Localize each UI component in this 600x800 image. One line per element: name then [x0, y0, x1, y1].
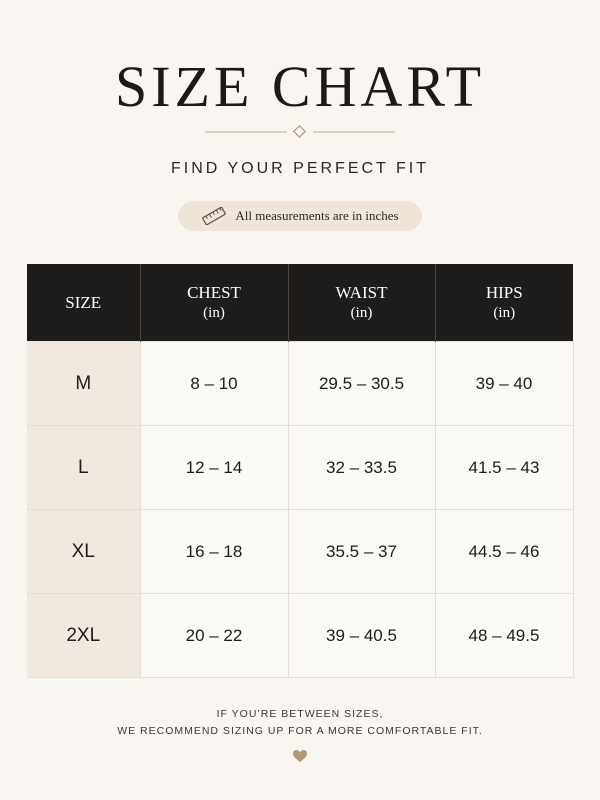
- chest-cell: 20 – 22: [140, 594, 288, 678]
- table-row: [27, 426, 573, 510]
- waist-cell: 39 – 40.5: [288, 594, 435, 678]
- hips-cell: 44.5 – 46: [435, 510, 573, 594]
- heart-icon: [292, 749, 308, 763]
- waist-cell: 32 – 33.5: [288, 426, 435, 510]
- size-cell: 2XL: [27, 594, 140, 678]
- size-cell: XL: [27, 510, 140, 594]
- page-title: SIZE CHART: [114, 54, 486, 119]
- table-row: [27, 594, 573, 678]
- measurement-note: All measurements are in inches: [235, 208, 399, 223]
- chest-cell: 8 – 10: [140, 342, 288, 426]
- waist-cell: 29.5 – 30.5: [288, 342, 435, 426]
- size-cell: L: [27, 426, 140, 510]
- sizing-advice-line: IF YOU’RE BETWEEN SIZES,: [216, 708, 384, 720]
- waist-cell: 35.5 – 37: [288, 510, 435, 594]
- sizing-advice-line: WE RECOMMEND SIZING UP FOR A MORE COMFORTABLE FIT.: [117, 725, 483, 737]
- size-cell: M: [27, 342, 140, 426]
- chest-cell: 16 – 18: [140, 510, 288, 594]
- header-label: WAIST: [335, 282, 388, 302]
- header-hips: [435, 264, 573, 342]
- header-label: CHEST: [187, 282, 241, 302]
- diamond-divider-icon: [205, 125, 395, 139]
- subtitle: FIND YOUR PERFECT FIT: [171, 160, 429, 177]
- header-unit: (in): [493, 304, 516, 321]
- measurement-note-badge: [178, 201, 422, 231]
- header-label: HIPS: [485, 282, 523, 302]
- hips-cell: 39 – 40: [435, 342, 573, 426]
- chest-cell: 12 – 14: [140, 426, 288, 510]
- header-chest: [140, 264, 288, 342]
- ruler-icon: [201, 207, 227, 225]
- header-unit: (in): [350, 304, 373, 321]
- header-size: [27, 264, 140, 342]
- header-label: SIZE: [65, 292, 102, 312]
- table-row: [27, 342, 573, 426]
- header-waist: [288, 264, 435, 342]
- size-table: [27, 264, 574, 678]
- hips-cell: 41.5 – 43: [435, 426, 573, 510]
- sizing-advice: [0, 706, 600, 740]
- hips-cell: 48 – 49.5: [435, 594, 573, 678]
- table-row: [27, 510, 573, 594]
- table-header-row: [27, 264, 573, 342]
- header-unit: (in): [203, 304, 225, 321]
